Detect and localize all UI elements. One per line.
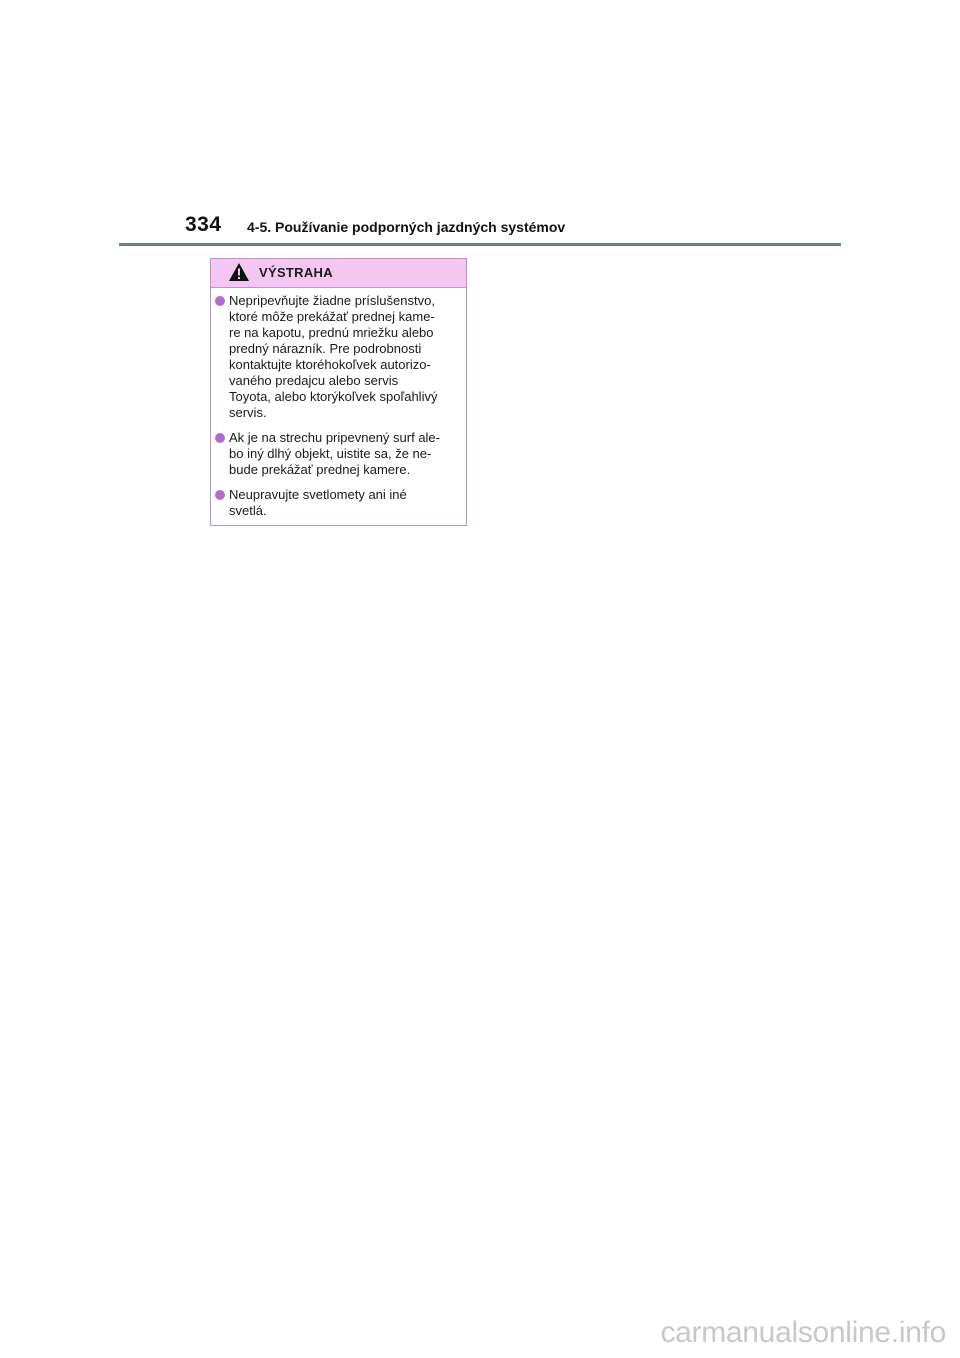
header-rule bbox=[119, 243, 841, 246]
warning-list bbox=[211, 288, 466, 525]
warning-item-line: Neupravujte svetlomety ani iné bbox=[229, 487, 407, 502]
warning-item-line: vaného predajcu alebo servis bbox=[229, 373, 399, 388]
bullet-icon bbox=[215, 433, 225, 443]
warning-item-line: predný nárazník. Pre podrobnosti bbox=[229, 341, 422, 356]
warning-item-line: bude prekážať prednej kamere. bbox=[229, 462, 411, 477]
warning-triangle-icon bbox=[228, 262, 250, 282]
warning-item-line: Ak je na strechu pripevnený surf ale- bbox=[229, 430, 440, 445]
warning-item-line: servis. bbox=[229, 405, 267, 420]
warning-item-line: kontaktujte ktoréhokoľvek autorizo- bbox=[229, 357, 431, 372]
bullet-icon bbox=[215, 296, 225, 306]
section-title: 4-5. Používanie podporných jazdných systémov bbox=[247, 219, 566, 235]
bullet-icon bbox=[215, 490, 225, 500]
warning-box bbox=[210, 258, 467, 526]
warning-item bbox=[214, 487, 462, 519]
warning-item-line: svetlá. bbox=[229, 503, 267, 518]
warning-item bbox=[214, 293, 462, 421]
warning-title: VÝSTRAHA bbox=[259, 265, 333, 280]
warning-item-line: Toyota, alebo ktorýkoľvek spoľahlivý bbox=[229, 389, 438, 404]
warning-item-line: re na kapotu, prednú mriežku alebo bbox=[229, 325, 434, 340]
warning-item bbox=[214, 430, 462, 478]
warning-item-line: ktoré môže prekážať prednej kame- bbox=[229, 309, 435, 324]
warning-item-line: bo iný dlhý objekt, uistite sa, že ne- bbox=[229, 446, 432, 461]
page-number: 334 bbox=[185, 213, 222, 236]
warning-item-line: Nepripevňujte žiadne príslušenstvo, bbox=[229, 293, 435, 308]
watermark: carmanualsonline.info bbox=[660, 1316, 946, 1349]
warning-header bbox=[211, 259, 466, 288]
